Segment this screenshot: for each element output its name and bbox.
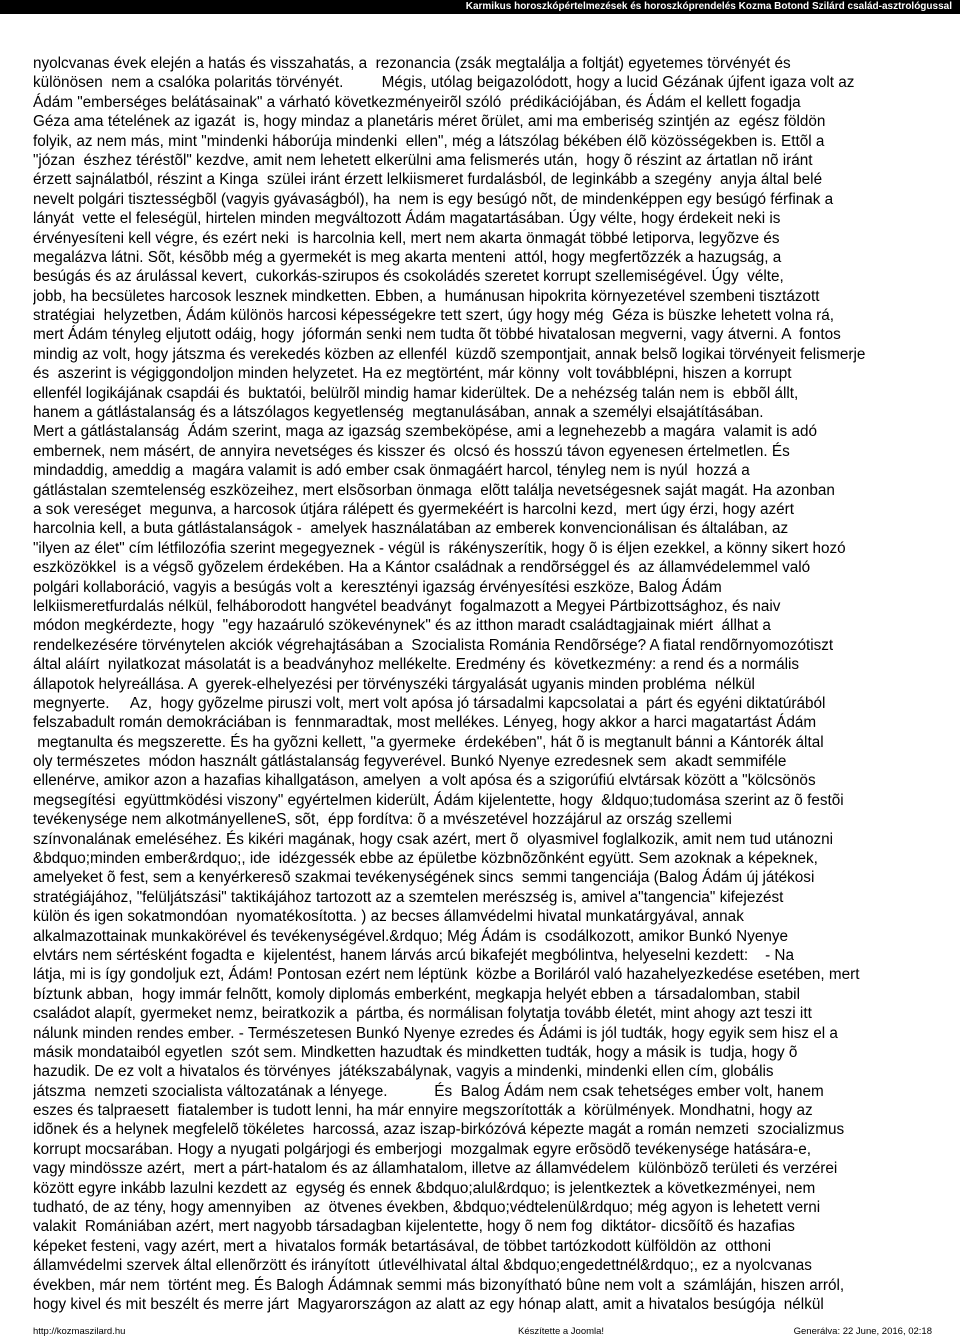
footer-url-link[interactable]: http://kozmaszilard.hu — [33, 1326, 126, 1337]
text-line: mert Ádám tényleg eljutott odáig, hogy jóformán senki nem tudta õt többé hivatalosan megverni, vagy átverni. A fontos — [33, 326, 841, 344]
footer-generated-date: Generálva: 22 June, 2016, 02:18 — [793, 1326, 932, 1337]
text-line: polgári kollaboráció, vagyis a besúgás volt a keresztényi igazság érvényesítési eszköze, Balog Ádám — [33, 578, 722, 596]
text-line: által aláírt nyilatkozat másolatát is a beadványhoz mellékelte. Eredmény és következmény: a rend és a normális — [33, 656, 800, 674]
text-line: tevékenysége nem alkotmányelleneS, sõt, épp fordítva: õ a mvészetével hozzájárul az ország szellemi — [33, 811, 732, 829]
text-line: Géza ama tételének az igazát is, hogy mindaz a planetáris méret õrület, ami ma emberiség szintjén az egész földön — [33, 113, 826, 131]
text-line: látja, mi is így gondoljuk ezt, Ádám! Pontosan ezért nem léptünk közbe a Boriláról való hazahelyezkedése esetében, mert — [33, 966, 860, 984]
text-line: nevelt polgári tisztességbõl (vagyis gyávaságból), ha nem is egy besúgó nõt, de mindenképpen egy besúgó férfinak a — [33, 190, 834, 208]
article-body — [33, 54, 953, 1314]
text-line: években, már nem történt meg. És Balogh Ádámnak semmi más bizonyítható bûne nem volt a számláján, hiszen arról, — [33, 1276, 845, 1294]
text-line: nyolcvanas évek elején a hatás és visszahatás, a rezonancia (zsák megtalálja a foltját) egyetemes törvényét és — [33, 55, 791, 72]
text-line: stratégiai helyzetben, Ádám különös harcosi képességekre tett szert, úgy hogy még Géza is büszke lehetett volna rá, — [33, 307, 834, 325]
text-line: embernek, nem másért, de annyira nevetséges és kisszer és olcsó és hosszú távon egyenesen értelmetlen. És — [33, 442, 790, 460]
text-line: mindig az volt, hogy játszma és verekedés közben az ellenfél küzdõ szempontjait, annak belsõ logikai törvényeit felismerje — [33, 345, 866, 363]
text-line: "ilyen az élet" cím létfilozófia szerint megegyeznek - végül is rákényszerítik, hogy õ is éljen ezekkel, a könny sikert hozó — [33, 539, 846, 557]
text-line: hanem a gátlástalanság és a látszólagos kegyetlenség megtanulásában, annak a személyi elsajátításában. — [33, 404, 764, 422]
text-line: a sok vereséget megunva, a harcosok útjára rálépett és gyermekéért is harcolni kezd, mert úgy érzi, hogy azért — [33, 500, 794, 518]
text-line: lelkiismeretfurdalás nélkül, felháborodott hangvétel beadványt fogalmazott a Megyei Pártbizottsághoz, és naiv — [33, 597, 781, 615]
text-line: vagy mindössze azért, mert a párt-hatalom és az államhatalom, illetve az államvédelem különbözõ területi és verzérei — [33, 1160, 838, 1178]
footer-made-with: Készítette a Joomla! — [518, 1326, 605, 1337]
text-line: mindaddig, ameddig a magára valamit is adó ember csak önmagáért harcol, tényleg nem is nyúl hozzá a — [33, 462, 750, 480]
text-line: jobb, ha becsületes harcosok lesznek mindketten. Ebben, a humánusan hipokrita környezetével szembeni tisztázott — [33, 287, 820, 305]
text-line: ellenfél logikájának csapdái és buktatói, belülrõl mindig hamar kiderültek. De a nehézség talán nem is ebbõl állt, — [33, 384, 799, 402]
text-line: felszabadult román demokráciában is fennmaradtak, most mellékes. Lényeg, hogy akkor a harci magatartást Ádám — [33, 714, 817, 732]
text-line: rendelkezésére törvénytelen akciók végrehajtásában a Szocialista Románia Rendõrsége? A fiatal rendõrnyomozótiszt — [33, 636, 834, 654]
text-line: államvédelmi szervek által ellenõrzött és irányított útlevélhivatal által &bdquo;engedettnél&rdquo;, ez a nyolcvanas — [33, 1257, 812, 1275]
text-line: megnyerte. Az, hogy gyõzelme piruszi volt, mert volt apósa jó társadalmi kapcsolatai a párt és egyéni diktatúrából — [33, 694, 826, 712]
text-line: eszközökkel is a végsõ gyõzelem érdekében. Ha a Kántor családnak a rendõrséggel és az államvédelemmel való — [33, 559, 811, 577]
text-line: másik mondataiból egyetlen szót sem. Mindketten hazudtak és mindketten tudták, hogy a másik is tudja, hogy õ — [33, 1043, 798, 1061]
text-line: között egyre inkább lazulni kezdett az egység és ennek &bdquo;alul&rdquo; is jelentkeztek a következményei, nem — [33, 1179, 816, 1197]
text-line: gátlástalan szemtelenség eszközeihez, mert elsõsorban önmaga elõtt találja nevetségesnek saját magát. Ha azonban — [33, 481, 835, 499]
text-line: alkalmazottainak munkakörével és tevékenységével.&rdquo; Még Ádám is csodálkozott, amikor Bunkó Nyenye — [33, 927, 789, 945]
text-line: megtanulta és megszerette. És ha gyõzni kellett, "a gyermeke érdekében", hát õ is megtanult bánni a Kántorék által — [33, 733, 824, 751]
text-line: eszes és talpraesett fiatalember is tudott lenni, ha már ennyire megszorították a körülmények. Mondhatni, hogy az — [33, 1102, 813, 1120]
text-line: módon megkérdezte, hogy "egy hazaáruló szökevénynek" és az itthon maradt családtagjainak miért állhat a — [33, 617, 771, 635]
text-line: különösen nem a csalóka polaritás törvényét. Mégis, utólag beigazolódott, hogy a lucid Gézának újfent igaza volt az — [33, 74, 855, 92]
text-line: színvonalának emeléséhez. És kikéri magának, hogy csak azért, mert õ olyasmivel foglalkozik, amit nem tud utánozni — [33, 830, 834, 848]
text-line: érzett sajnálatból, részint a Kinga szülei iránt érzett lelkiismeret furdalásból, de leginkább a szegény anyja által belé — [33, 171, 823, 189]
text-line: hazudik. De ez volt a hivatalos és törvényes játékszabálynak, vagyis a mindenki, mindenki ellen cím, globális — [33, 1063, 774, 1081]
text-line: &bdquo;minden ember&rdquo;, ide idézgessék ebbe az épületbe közbnõzõnként együtt. Sem azoknak a képeknek, — [33, 850, 818, 868]
text-line: képeket festeni, vagy azért, mert a hivatalos formák betartásával, de többet tartózkodott külföldön az otthoni — [33, 1237, 772, 1255]
text-line: ellenérve, amikor azon a hazafias kihallgatáson, amelyen a volt apósa és a szigorúfiú elvtársak között a "kölcsönös — [33, 772, 816, 790]
text-line: külön és igen sokatmondóan nyomatékosította. ) az becses államvédelmi hivatal munkatárgyával, annak — [33, 908, 744, 926]
text-line: és aszerint is végiggondoljon minden helyzetet. Ha ez megtörtént, már könny volt továbblépni, hiszen a korrupt — [33, 365, 792, 383]
text-line: megalázva látni. Sõt, késõbb még a gyermekét is meg akarta menteni attól, hogy megfertõzzék a hazugság, a — [33, 248, 782, 266]
text-line: oly természetes módon használt gátlástalanság fegyverével. Bunkó Nyenye ezredesnek sem akadt semmiféle — [33, 753, 787, 771]
text-line: érvényesíteni kell végre, és ezért neki is harcolnia kell, mert nem akarta önmagát többé letiporva, legyõzve és — [33, 229, 780, 247]
site-title: Karmikus horoszkópértelmezések és horoszkóprendelés Kozma Botond Szilárd család-asztrológussal — [465, 1, 952, 12]
text-line: stratégiájához, "felüljátszási" taktikájához tartozott az a szemtelen merészség is, amivel a"tangencia" kifejezést — [33, 888, 784, 906]
text-line: családot alapít, gyermeket nemz, beiratkozik a pártba, és normálisan folytatja tovább életét, mint ahogy azt teszi itt — [33, 1005, 812, 1023]
text-line: Ádám "emberséges belátásainak" a várható következményeirõl szóló prédikációjában, és Ádám el kellett fogadja — [33, 93, 801, 111]
text-line: állapotok helyreállása. A gyerek-elhelyezési per törvényszéki tárgyalását ugyanis minden probléma nélkül — [33, 675, 755, 693]
text-line: amelyeket õ fest, sem a kenyérkeresõ szakmai tevékenységének sincs semmi tangenciája (Balog Ádám új játékosi — [33, 869, 815, 887]
text-line: valakit Romániában azért, mert nagyobb társadagban kijelentette, hogy õ nem fog diktátor- dicsõítõ és hazafias — [33, 1218, 795, 1236]
text-line: "józan észhez téréstõl" kezdve, amit nem lehetett elkerülni ama felismerés után, hogy õ részint az ártatlan nõ iránt — [33, 151, 813, 169]
text-line: lányát vette el feleségül, hirtelen minden megváltozott Ádám magatartásában. Úgy vélte, hogy érdekeit neki is — [33, 210, 781, 228]
text-line: tudható, de az tény, hogy amennyiben az ötvenes években, &bdquo;védtelenül&rdquo; még agyon is lehetett verni — [33, 1199, 821, 1217]
header-bar — [0, 0, 960, 14]
text-line: korrupt mocsarában. Hogy a nyugati polgárjogi és emberjogi mozgalmak egyre erõsödõ tevékenysége hatására-e, — [33, 1140, 812, 1158]
text-line: folyik, az nem más, mint "mindenki háborúja mindenki ellen", még a látszólag békében élõ közösségekben is. Ettõl a — [33, 132, 825, 150]
text-line: Mert a gátlástalanság Ádám szerint, maga az igazság szembeköpése, ami a legnehezebb a magára valamit is adó — [33, 423, 817, 441]
text-line: idõnek és a helynek megfelelõ tökéletes harcossá, azaz iszap-birkózóvá képezte magát a román nemzeti szocializmus — [33, 1121, 845, 1139]
text-line: hogy kivel és mit beszélt és merre járt Magyarországon az alatt az egy hónap alatt, amit a hivatalos besúgója nélkül — [33, 1296, 824, 1313]
text-line: besúgás és az árulással kevert, cukorkás-szirupos és csokoládés szeretet korrupt szellemiségével. Úgy vélte, — [33, 268, 784, 286]
text-line: bíztunk abban, hogy immár felnõtt, komoly diplomás emberként, megkapja helyét ebben a társadalomban, stabil — [33, 985, 800, 1003]
text-line: elvtárs nem sértésként fogadta e kijelentést, hanem lárvás arcú bikafejét megbólintva, helyeselni kezdett: - Na — [33, 946, 794, 964]
text-line: megsegítési együttmködési viszony" egyértelmen kiderült, Ádám kijelentette, hogy &ldquo;tudomása szerint az õ festõi — [33, 791, 844, 809]
text-line: harcolnia kell, a buta gátlástalanságok - amelyek használatában az emberek konvencionálisan és általában, az — [33, 520, 789, 538]
text-line: játszma nemzeti szocialista változatának a lényege. És Balog Ádám nem csak tehetséges ember volt, hanem — [33, 1082, 824, 1100]
text-line: nálunk minden rendes ember. - Természetesen Bunkó Nyenye ezredes és Ádámi is jól tudták, hogy egyik sem hisz el a — [33, 1024, 838, 1042]
